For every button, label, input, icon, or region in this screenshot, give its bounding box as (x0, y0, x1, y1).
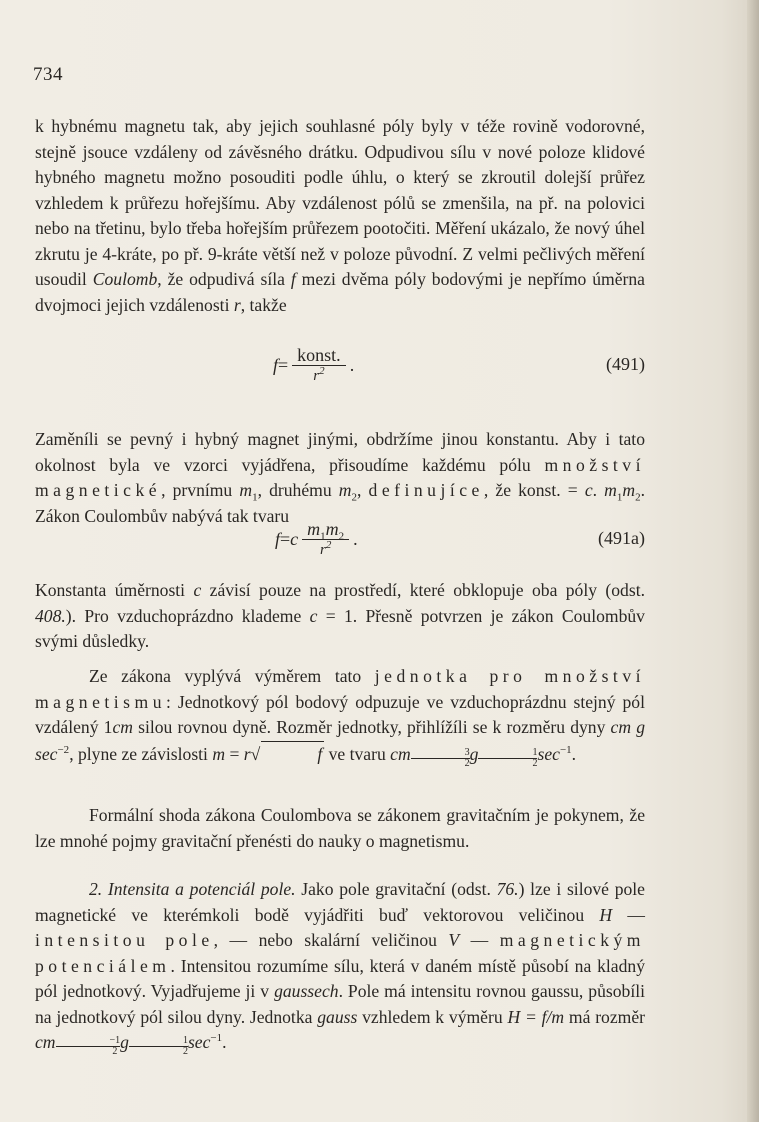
unit-sec: sec (187, 1032, 211, 1052)
spaced-term-intensitou-pole: intensitou pole (35, 930, 214, 950)
p4-text: ve tvaru (324, 743, 391, 764)
p4-eq: = (225, 743, 244, 764)
p2-text: Zaměníli se pevný i hybný magnet jinými, obdržíme jinou konstantu. Aby i tato okolnost byla ve vzorci vyjádřena, přisoudíme každému pólu (35, 429, 645, 475)
p2-text: , (356, 480, 369, 500)
unit-g: g (120, 1032, 129, 1052)
p1-text: k hybnému magnetu tak, aby jejich souhlasné póly byly v téže rovině vodorovné, stejně jsouce vzdáleny od závěsného drátku. Odpudivou sílu v nové poloze klidové hybného magnetu možno posouditi podle úhlu, o který se zkroutil dolejší průřez vzhledem k průřezu hořejšímu. Aby vzdálenost pólů se zmenšila, na př. na polovici nebo na třetinu, bylo třeba hořejším průřezem pootočiti. Měření ukázalo, že nový úhel zkrutu je 4-kráte, po př. 9-kráte větší než v poloze původní. Z velmi pečlivých měření usoudil (35, 116, 645, 289)
p6-text: má rozměr (564, 1006, 646, 1027)
p3-text: = 1. Přesně potvrzen je zákon Coulombův svými důsledky. (35, 605, 645, 651)
eq-m1: m (307, 518, 321, 539)
exp-minus-1: −1 (559, 743, 572, 756)
sub-1: 1 (252, 491, 258, 504)
eq-dot: . (349, 354, 355, 375)
paragraph-6 (35, 877, 645, 1057)
exp-den: 2 (112, 1046, 118, 1057)
eq-lhs: f (273, 354, 279, 375)
formula-H-f-m: H = f/m (507, 1006, 565, 1027)
p4-text: , plyne ze závislosti (69, 743, 213, 764)
paragraph-3 (35, 578, 645, 655)
p2-text: . Zákon Coulombův nabývá tak tvaru (35, 480, 645, 526)
eq-den-r: r (320, 541, 326, 558)
eq-numerator: konst. (292, 345, 346, 366)
eq-c: c (290, 528, 299, 549)
p6-text: ) lze i silové pole magnetické ve kterémkoli bodě vyjádřiti buď vektorovou veličinou (35, 879, 645, 925)
exp-den: 2 (182, 1046, 188, 1057)
p2-text: , prvnímu (161, 480, 240, 500)
eq-fraction (302, 519, 349, 560)
eq-den-exp: 2 (319, 364, 325, 377)
equation-491a-body (275, 516, 358, 562)
exp-minus-2: −2 (57, 743, 70, 756)
var-f: f (290, 269, 296, 289)
eq-denominator (320, 540, 331, 560)
exp-1-2 (478, 748, 537, 769)
spaced-term-magnetickym-potencialem: magnetickým potenciálem (35, 930, 645, 976)
p4-text: silou rovnou dyně. Rozměr jednotky, přihlížíli se k rozměru dyny (132, 717, 611, 737)
eq-den-r: r (313, 367, 320, 384)
p6-text: Jako pole gravitační (odst. (295, 879, 497, 899)
p6-text: , — nebo skalární veličinou (213, 930, 449, 950)
paragraph-5 (35, 803, 645, 854)
var-f: f (317, 743, 323, 764)
var-r: r (233, 294, 241, 315)
paragraph-2 (35, 427, 645, 529)
unit-cm: cm (390, 743, 411, 764)
spaced-term-jednotka: jednotka pro množství magnetismu (35, 666, 646, 712)
unit-sec: sec (537, 743, 560, 764)
eq-equals: = (280, 528, 291, 549)
p4-text: : Jednotkový pól bodový odpuzuje ve vzduchoprázdnu stejný pól vzdálený 1 (35, 691, 645, 737)
exp-num-1: 1 (115, 1035, 121, 1046)
var-m: m (338, 480, 352, 500)
p6-text: . Intensitou rozumíme sílu, která v daném místě působí na kladný pól jednotkový. Vyjadřujeme ji v (35, 955, 645, 1001)
equation-491-body (273, 342, 354, 388)
eq-numerator (302, 518, 349, 543)
p6-text: . Pole má intensitu rovnou gaussu, působíli na jednotkový pól silou dyny. Jednotka (35, 981, 645, 1027)
var-m: m (239, 480, 253, 500)
eq-lhs: f (275, 528, 281, 549)
p6-text: — (459, 930, 500, 950)
var-m: m (604, 480, 617, 500)
eq-denominator (313, 366, 324, 386)
var-r: r (243, 743, 251, 764)
p1-text: , takže (240, 294, 287, 315)
paragraph-1 (35, 114, 645, 318)
page-edge-shadow (747, 0, 759, 1122)
exp-num: 1 (129, 1036, 188, 1047)
p3-text: závisí pouze na prostředí, které obklopuje oba póly (odst. (201, 580, 645, 600)
radicand (261, 741, 324, 768)
unit-cm: cm (112, 717, 133, 737)
exp-minus: − (109, 1035, 116, 1046)
p5-text: Formální shoda zákona Coulombova se zákonem gravitačním je pokynem, že lze mnohé pojmy gravitační přenésti do nauky o magnetismu. (35, 805, 645, 851)
exp-num: 1 (478, 748, 537, 759)
var-m: m (212, 743, 226, 764)
var-c: c (193, 580, 202, 600)
p2-text: , druhému (257, 480, 339, 500)
eq-equals: = (278, 354, 289, 375)
exp-1-2 (129, 1036, 188, 1057)
equation-number: (491) (606, 354, 645, 374)
paragraph-4 (35, 664, 645, 769)
exp-minus-1-2 (56, 1036, 121, 1057)
eq-dot: . (353, 528, 358, 549)
author-coulomb: Coulomb (92, 269, 158, 289)
eq-m2: m (325, 518, 339, 539)
section-ref-76: 76. (496, 879, 519, 899)
p6-text: — (612, 904, 645, 925)
eq-sub2: 2 (338, 530, 345, 543)
var-H: H (599, 904, 613, 925)
term-gauss: gauss (317, 1006, 358, 1027)
exp-num: 3 (411, 748, 470, 759)
p4-text: Ze zákona vyplývá výměrem tato (89, 666, 375, 686)
page-number: 734 (33, 64, 63, 85)
section-ref-408: 408. (35, 605, 66, 626)
p1-text: , že odpudivá síla (157, 269, 291, 289)
exp-minus-1: −1 (210, 1032, 223, 1045)
var-c: c (584, 480, 593, 500)
p6-text: vzhledem k výměru (357, 1006, 508, 1027)
var-m: m (622, 480, 636, 500)
p4-text: . (571, 743, 577, 764)
var-V: V (448, 930, 460, 950)
section-title: 2. Intensita a potenciál pole. (89, 879, 296, 899)
unit-cm: cm (35, 1032, 56, 1052)
p2-text: . (592, 480, 605, 500)
p2-text: , že konst. = (483, 480, 585, 500)
spaced-term-mnozstvi-magneticke: množství magnetické (35, 454, 645, 500)
exp-num (56, 1036, 121, 1047)
exp-den: 2 (532, 757, 538, 769)
equation-491a (35, 516, 645, 562)
unit-dyne: cm g sec (35, 717, 645, 764)
eq-den-exp: 2 (325, 538, 332, 551)
eq-sub1: 1 (320, 530, 326, 543)
sqrt-sign: √ (250, 743, 261, 764)
sub-1: 1 (616, 491, 623, 504)
equation-491 (35, 342, 645, 388)
p1-text: mezi dvěma póly bodovými je nepřímo úměrna dvojmoci jejich vzdálenosti (35, 269, 645, 315)
p3-text: ). Pro vzduchoprázdno klademe (65, 605, 310, 626)
p6-text: . (222, 1032, 227, 1052)
equation-number: (491a) (598, 528, 645, 548)
sub-2: 2 (635, 491, 641, 504)
eq-fraction (292, 345, 346, 386)
var-c: c (309, 605, 318, 626)
exp-den: 2 (464, 757, 470, 769)
spaced-term-definujice: definujíce (368, 480, 484, 500)
unit-g: g (469, 743, 479, 764)
p3-text: Konstanta úměrnosti (35, 580, 194, 600)
sub-2: 2 (351, 491, 357, 504)
exp-3-2 (411, 748, 470, 769)
term-gaussech: gaussech (274, 981, 339, 1001)
